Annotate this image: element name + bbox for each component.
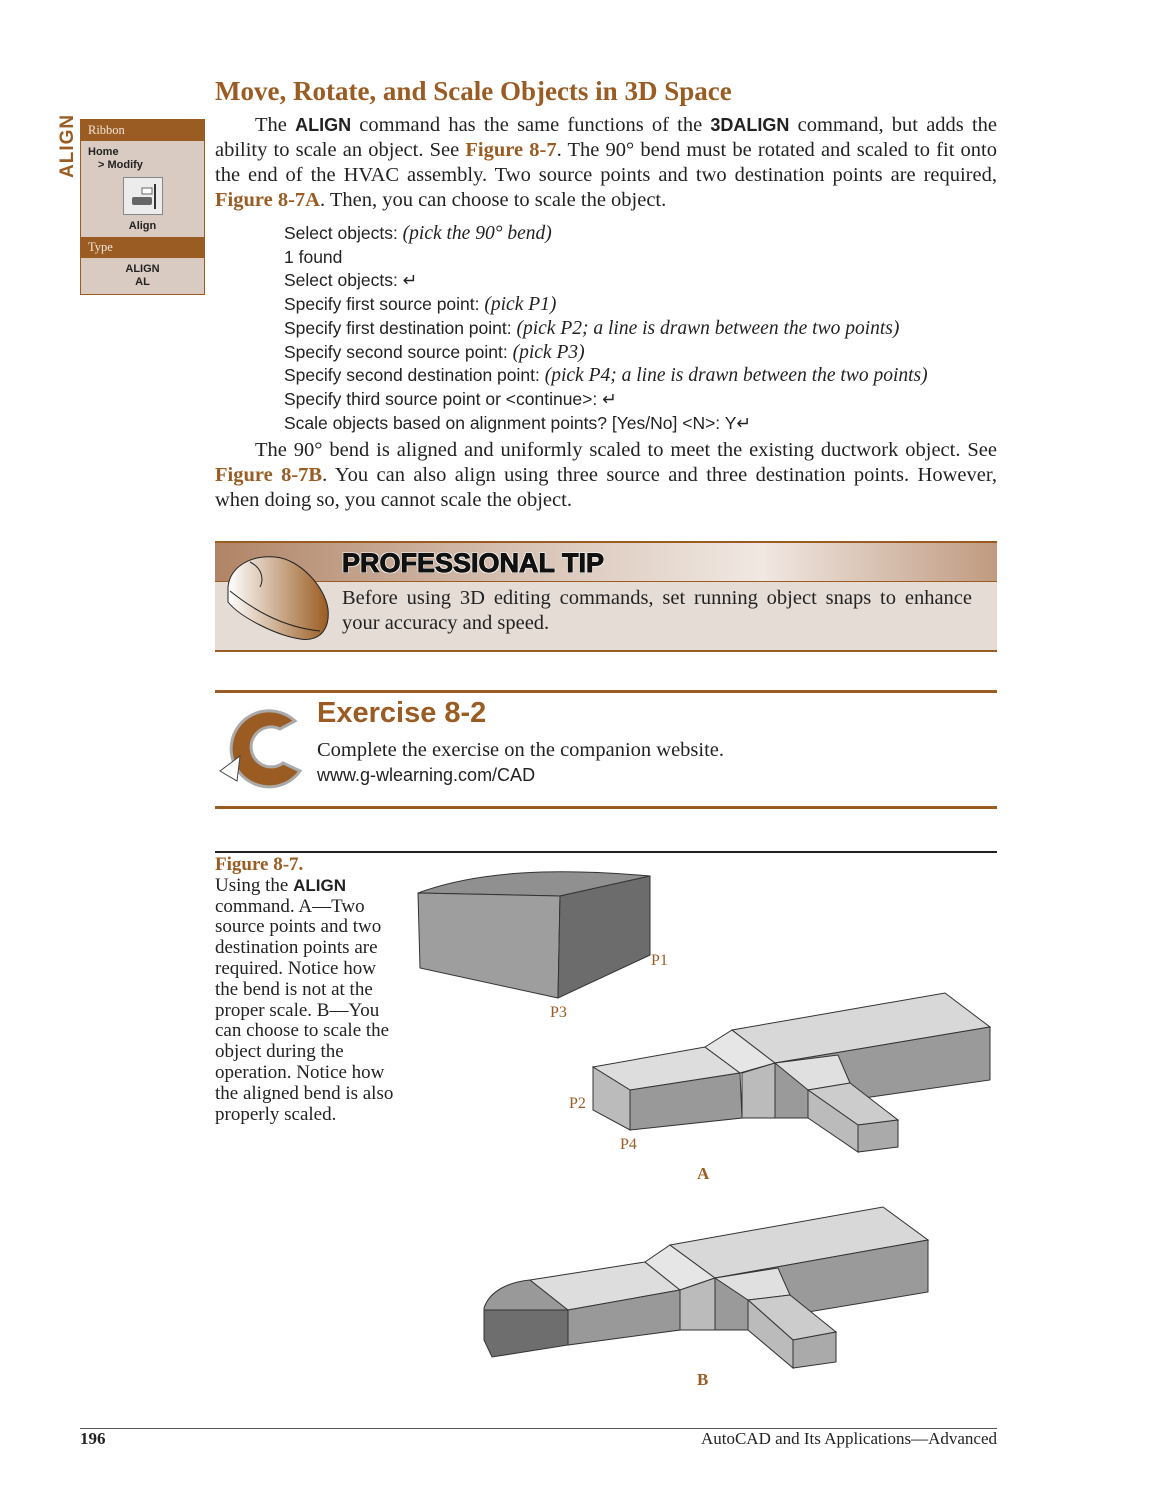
duct-assembly-a — [593, 993, 990, 1152]
user-input: (pick P2; a line is drawn between the two points) — [516, 317, 900, 339]
type-header: Type — [81, 237, 204, 258]
command-prompt: Select objects: ↵ — [284, 270, 418, 291]
point-label-p4: P4 — [620, 1136, 637, 1153]
part-b-label: B — [697, 1370, 709, 1389]
point-label-p1: P1 — [651, 952, 668, 969]
ribbon-header: Ribbon — [81, 120, 204, 141]
command-alias: AL — [135, 276, 150, 288]
command-prompt: Specify first source point: — [284, 294, 485, 315]
part-a-label: A — [697, 1164, 710, 1183]
command-prompt: Select objects: — [284, 223, 403, 243]
exercise-title: Exercise 8-2 — [317, 697, 487, 729]
user-input: (pick P3) — [512, 341, 585, 363]
point-label-p2: P2 — [569, 1095, 586, 1112]
user-input: (pick P4; a line is drawn between the two points) — [544, 365, 928, 387]
figure-link[interactable]: Figure 8-7A — [215, 189, 320, 211]
book-title: AutoCAD and Its Applications—Advanced — [700, 1429, 997, 1448]
ribbon-home: Home — [88, 146, 119, 158]
command-prompt: Scale objects based on alignment points? [Yes/No] <N>: Y↵ — [284, 412, 752, 433]
command-prompt: Specify second destination point: — [284, 365, 545, 386]
command-prompt: Specify first destination point: — [284, 317, 517, 338]
figure-link[interactable]: Figure 8-7 — [465, 139, 557, 161]
duct-assembly-b — [484, 1207, 928, 1368]
exercise-url[interactable]: www.g-wlearning.com/CAD — [317, 765, 536, 785]
paragraph-1: The ALIGN command has the same functions of the 3DALIGN command, but adds the ability to scale an object. See Figure 8-7. The 90° bend must be rotated and scaled to fit onto the end of the HVAC assembly. Two source points and two destination points are required, Figure 8-7A. Then, you can choose to scale the object. — [215, 114, 998, 211]
bend-a — [418, 872, 650, 998]
exercise-text: Complete the exercise on the companion website. — [317, 739, 725, 761]
user-input: (pick the 90° bend) — [402, 223, 552, 244]
command-prompt: Specify third source point or <continue>: ↵ — [284, 388, 617, 409]
command-prompt: Specify second source point: — [284, 341, 513, 362]
tip-title: PROFESSIONAL TIP — [342, 548, 605, 578]
figure-caption: Figure 8-7. Using the ALIGN command. A—Two source points and two destination points are required. Notice how the bend is not at the proper scale. B—You can choose to scale the object during the operation. Notice how the aligned bend is also properly scaled. — [215, 854, 394, 1125]
user-input: (pick P1) — [484, 294, 557, 316]
point-label-p3: P3 — [550, 1004, 567, 1021]
command-prompt: 1 found — [284, 246, 343, 267]
figure-link[interactable]: Figure 8-7B — [215, 464, 323, 486]
section-heading: Move, Rotate, and Scale Objects in 3D Space — [215, 76, 732, 106]
tip-text: Before using 3D editing commands, set running object snaps to enhance your accuracy and speed. — [342, 587, 972, 634]
sidebar-vertical-label: ALIGN — [57, 113, 78, 178]
align-button-label: Align — [128, 220, 157, 232]
ribbon-modify: > Modify — [98, 159, 143, 171]
page-number: 196 — [80, 1429, 106, 1448]
paragraph-2: The 90° bend is aligned and uniformly scaled to meet the existing ductwork object. See Figure 8-7B. You can also align using three source and three destination points. However, when doing so, you cannot scale the object. — [215, 439, 997, 511]
command-name: ALIGN — [125, 263, 160, 275]
